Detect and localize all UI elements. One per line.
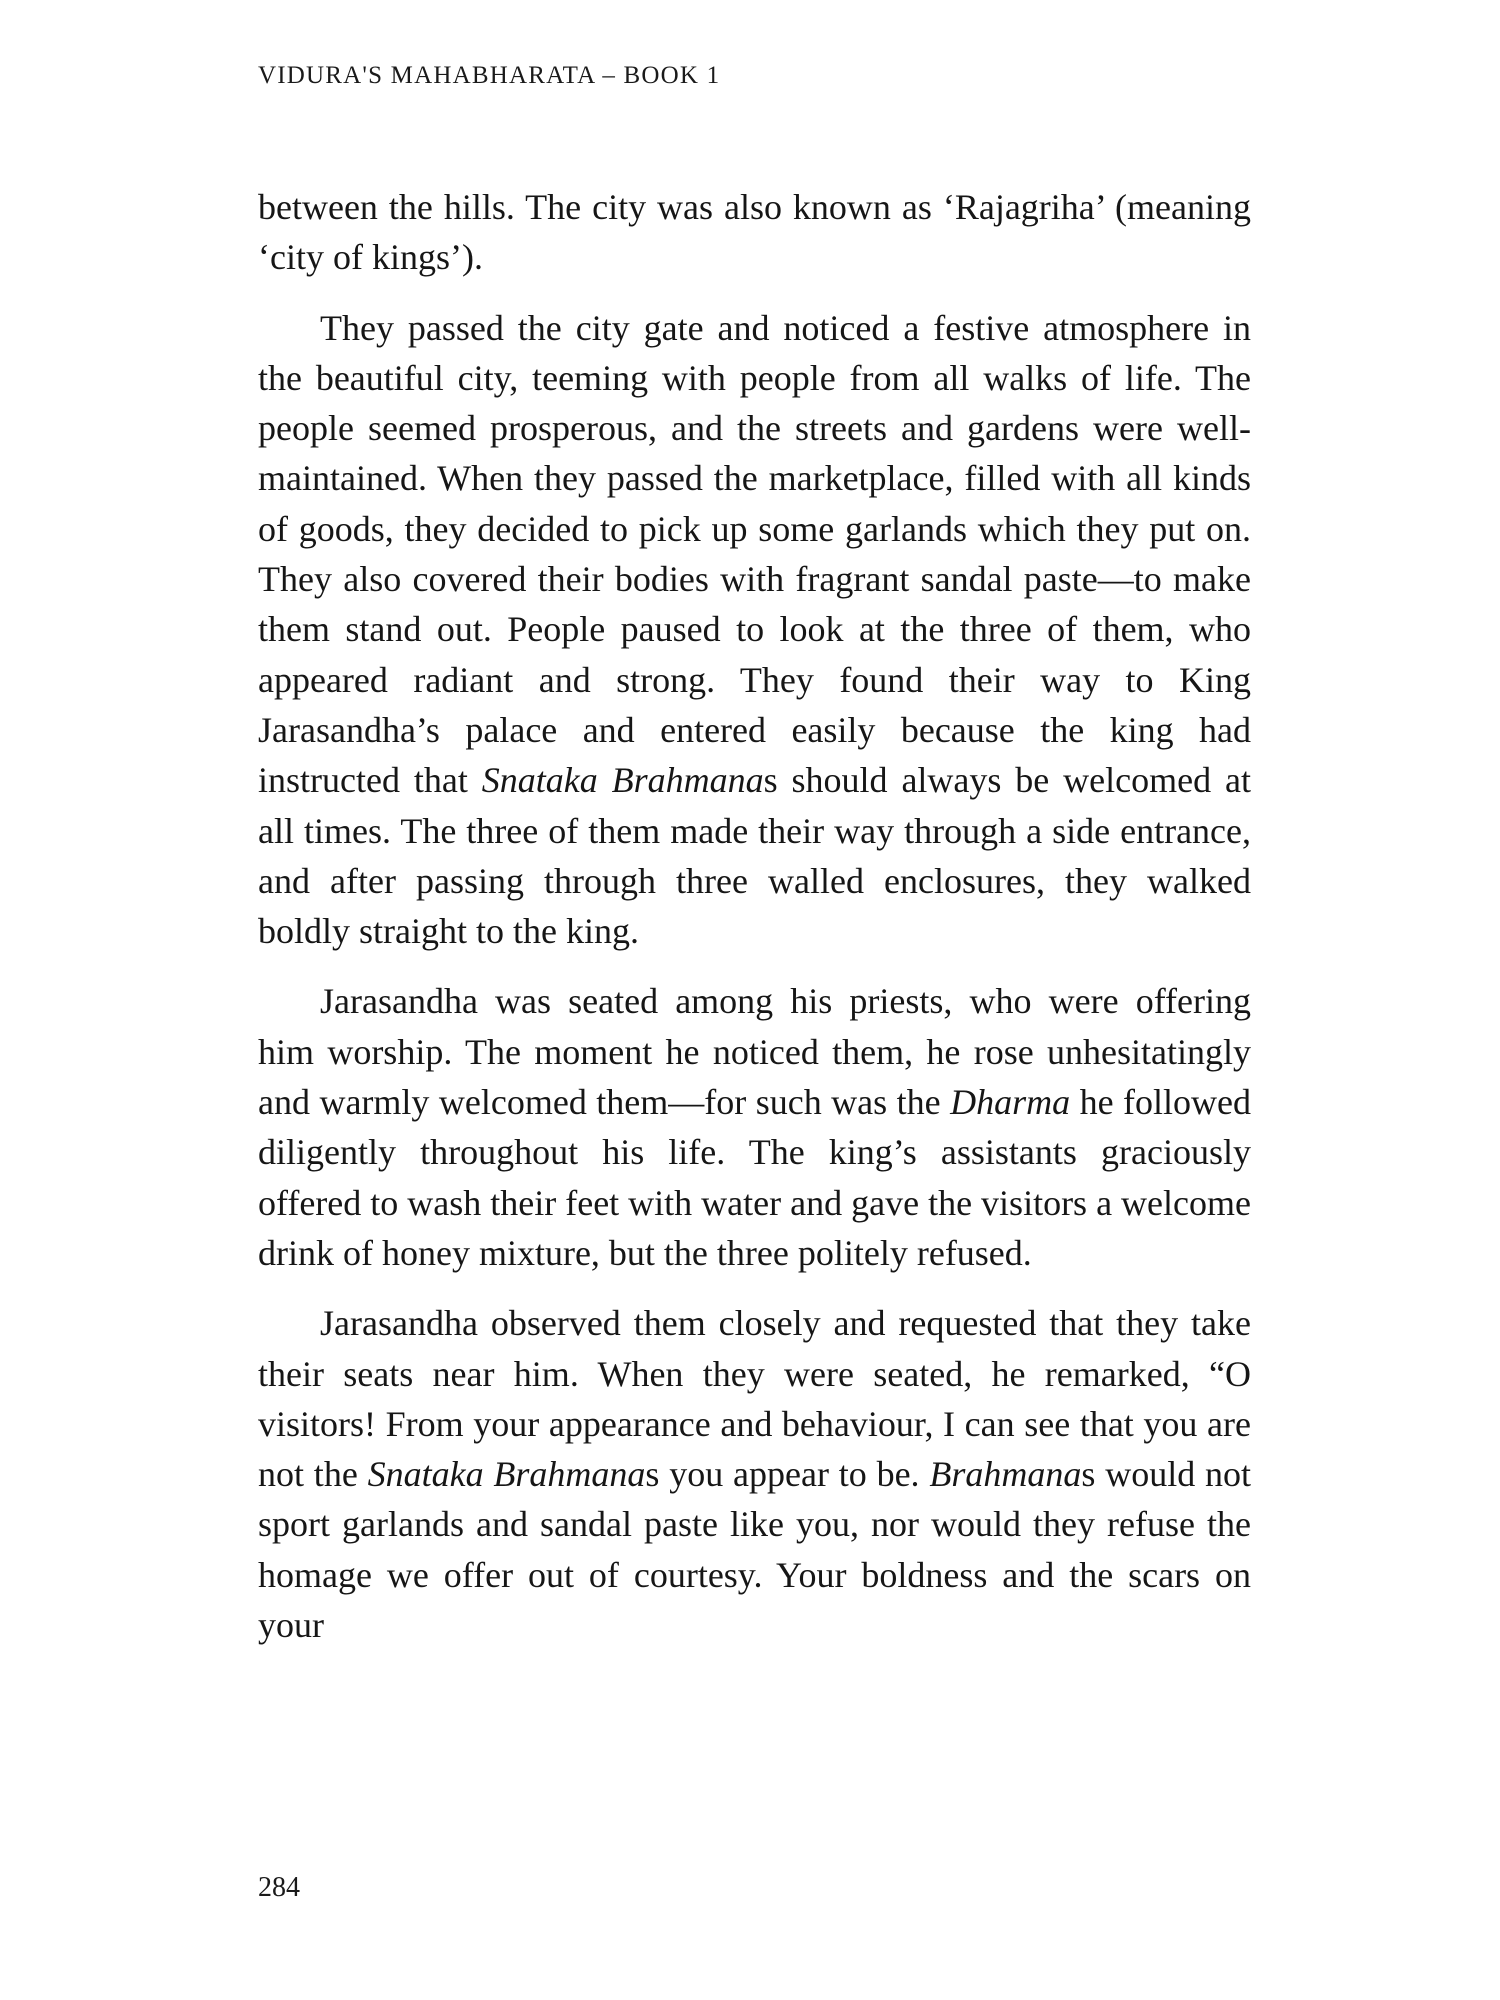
paragraph-2-italic-term: Snataka Brahmana — [481, 760, 764, 801]
paragraph-1-segment-1: between the hills. The city was also known as ‘Rajagriha’ (meaning ‘city of kings’). — [258, 187, 1251, 278]
paragraph-2-segment-3: s should always be welcomed at all times. The three of them made their way through a side entrance, and after passing through three walled enclosures, they walked boldly straight to the king. — [258, 760, 1251, 952]
running-header: VIDURA'S MAHABHARATA – BOOK 1 — [258, 62, 721, 89]
paragraph-2-segment-1: They passed the city gate and noticed a festive atmosphere in the beautiful city, teeming with people from all walks of life. The people seemed prosperous, and the streets and gardens were well-maintained. When they passed the marketplace, filled with all kinds of goods, they decided to pick up some garlands which they put on. They also covered their bodies with fragrant sandal paste—to make them stand out. People paused to look at the three of them, who appeared radiant and strong. They found their way to King Jarasandha’s palace and entered easily because the king had instructed that — [258, 307, 1251, 801]
paragraph-4-segment-3: s you appear to be. — [645, 1454, 930, 1495]
paragraph-4-segment-5: s would not sport garlands and sandal paste like you, nor would they refuse the homage we offer out of courtesy. Your boldness and the scars on your — [258, 1454, 1252, 1646]
paragraph-4-italic-term-1: Snataka Brahmana — [367, 1454, 646, 1495]
paragraph-4-italic-term-2: Brahmana — [929, 1454, 1082, 1495]
paragraph-4-segment-1: Jarasandha observed them closely and requested that they take their seats near him. When they were seated, he remarked, “O visitors! From your appearance and behaviour, I can see that you are not the — [258, 1303, 1251, 1495]
paragraph-2 — [258, 303, 1251, 957]
page-number: 284 — [258, 1872, 300, 1903]
paragraph-3-italic-term: Dharma — [950, 1082, 1071, 1123]
paragraph-4 — [258, 1298, 1251, 1650]
paragraph-3-segment-1: Jarasandha was seated among his priests, who were offering him worship. The moment he noticed them, he rose unhesitatingly and warmly welcomed them—for such was the — [258, 981, 1251, 1123]
paragraph-1 — [258, 182, 1251, 283]
body-text — [258, 182, 1251, 1670]
paragraph-3 — [258, 976, 1251, 1278]
paragraph-3-segment-3: he followed diligently throughout his life. The king’s assistants graciously offered to wash their feet with water and gave the visitors a welcome drink of honey mixture, but the three politely refused. — [258, 1082, 1251, 1273]
